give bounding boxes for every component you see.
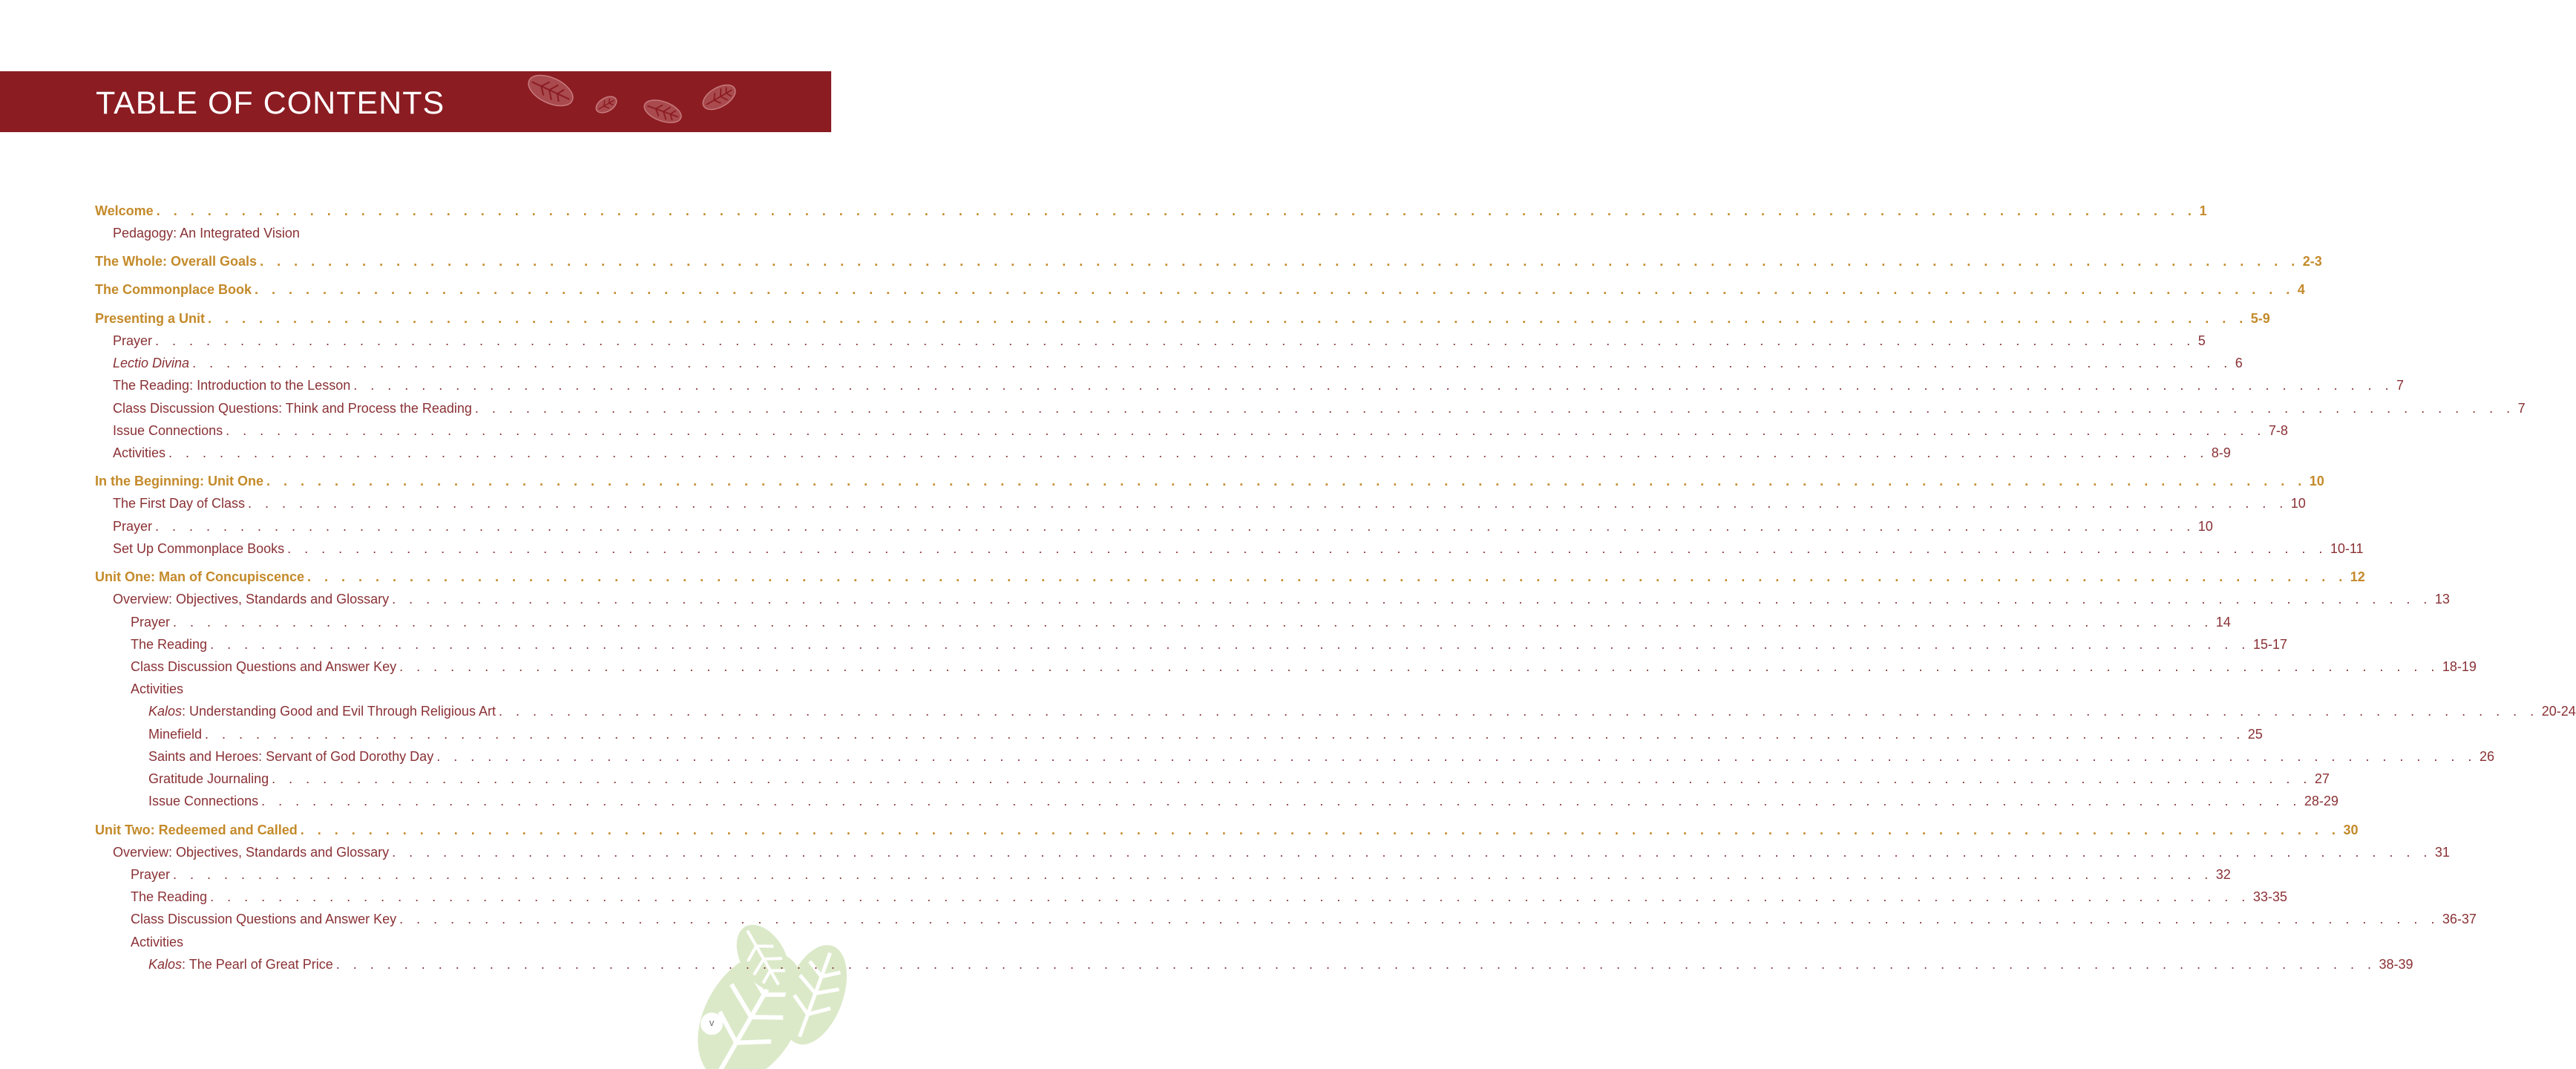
toc-page-number: 26 — [2479, 749, 2494, 764]
toc-entry-label: Activities — [131, 935, 184, 949]
toc-entry-label: Kalos: Understanding Good and Evil Through Religious Art — [148, 704, 496, 719]
toc-entry[interactable] — [113, 330, 2206, 351]
toc-page-number: 10 — [2290, 496, 2306, 511]
toc-page-number: 12 — [2350, 569, 2365, 584]
toc-section-heading[interactable] — [95, 251, 2322, 272]
toc-entry[interactable] — [113, 538, 2364, 559]
toc-entry[interactable] — [113, 442, 2231, 463]
toc-page-number: 1 — [2199, 203, 2207, 218]
dot-leader: . . . . . . . . . . . . . . . . . . . . . . . . . . . . . . . . . . . . . . . . . . . . . . . . . . . . . . . . . . . . . . . . . . . . . . . . . . . . . . . . . . . . . . . . . . . . . . . . . . . . . . . . . . . . . . . . . . . . . . . . — [399, 912, 2439, 926]
dot-leader: . . . . . . . . . . . . . . . . . . . . . . . . . . . . . . . . . . . . . . . . . . . . . . . . . . . . . . . . . . . . . . . . . . . . . . . . . . . . . . . . . . . . . . . . . . . . . . . . . . . . . . . . . . . . . . . . . . . . . . . . — [392, 845, 2432, 860]
toc-entry-label: Activities — [113, 445, 166, 460]
toc-entry-label: Issue Connections — [148, 794, 259, 808]
toc-entry[interactable] — [113, 353, 2243, 373]
dot-leader: . . . . . . . . . . . . . . . . . . . . . . . . . . . . . . . . . . . . . . . . . . . . . . . . . . . . . . . . . . . . . . . . . . . . . . . . . . . . . . . . . . . . . . . . . . . . . . . . . . . . . . . . . . . . . . . . . . . . . . . . — [392, 592, 2432, 607]
toc-page-number: 28-29 — [2304, 794, 2339, 808]
dot-leader: . . . . . . . . . . . . . . . . . . . . . . . . . . . . . . . . . . . . . . . . . . . . . . . . . . . . . . . . . . . . . . . . . . . . . . . . . . . . . . . . . . . . . . . . . . . . . . . . . . . . . . . . . . . . . . . . . . . . . . . . — [208, 311, 2248, 326]
toc-section-heading[interactable] — [95, 471, 2324, 491]
toc-entry[interactable] — [148, 701, 2576, 722]
toc-page-number: 5-9 — [2250, 311, 2270, 326]
toc-page-number: 4 — [2297, 282, 2305, 297]
dot-leader: . . . . . . . . . . . . . . . . . . . . . . . . . . . . . . . . . . . . . . . . . . . . . . . . . . . . . . . . . . . . . . . . . . . . . . . . . . . . . . . . . . . . . . . . . . . . . . . . . . . . . . . . . . . . . . . . . . . . . . . . — [307, 569, 2347, 584]
dot-leader: . . . . . . . . . . . . . . . . . . . . . . . . . . . . . . . . . . . . . . . . . . . . . . . . . . . . . . . . . . . . . . . . . . . . . . . . . . . . . . . . . . . . . . . . . . . . . . . . . . . . . . . . . . . . . . . . . . . . . . . . — [210, 637, 2250, 652]
toc-entry[interactable] — [131, 932, 735, 952]
toc-entry-label: Presenting a Unit — [95, 311, 206, 326]
toc-entry-label: Overview: Objectives, Standards and Glossary — [113, 592, 390, 607]
toc-page-number: 6 — [2235, 356, 2243, 370]
dot-leader: . . . . . . . . . . . . . . . . . . . . . . . . . . . . . . . . . . . . . . . . . . . . . . . . . . . . . . . . . . . . . . . . . . . . . . . . . . . . . . . . . . . . . . . . . . . . . . . . . . . . . . . . . . . . . . . . . . . . . . . . — [255, 282, 2295, 297]
toc-entry-label: The Commonplace Book — [95, 282, 252, 297]
toc-entry-label: Minefield — [148, 727, 203, 742]
toc-entry[interactable] — [131, 612, 2231, 632]
toc-page-number: 18-19 — [2442, 659, 2477, 674]
toc-entry-label: Welcome — [95, 203, 154, 218]
toc-entry-label: Kalos: The Pearl of Great Price — [148, 957, 333, 972]
toc-section-heading[interactable] — [95, 308, 2270, 329]
toc-page-number: 25 — [2247, 727, 2263, 742]
toc-entry[interactable] — [148, 791, 2339, 811]
toc-entry-label: In the Beginning: Unit One — [95, 474, 263, 488]
toc-entry[interactable] — [113, 842, 2450, 863]
toc-entry-label: Prayer — [131, 615, 171, 630]
dot-leader: . . . . . . . . . . . . . . . . . . . . . . . . . . . . . . . . . . . . . . . . . . . . . . . . . . . . . . . . . . . . . . . . . . . . . . . . . . . . . . . . . . . . . . . . . . . . . . . . . . . . . . . . . . . . . . . . . . . . . . . . — [192, 356, 2232, 370]
toc-page-number: 7-8 — [2268, 423, 2288, 438]
toc-page-number: 15-17 — [2252, 637, 2287, 652]
toc-page-number: 20-24 — [2541, 704, 2576, 719]
toc-page-number: 2-3 — [2302, 254, 2322, 269]
dot-leader: . . . . . . . . . . . . . . . . . . . . . . . . . . . . . . . . . . . . . . . . . . . . . . . . . . . . . . . . . . . . . . . . . . . . . . . . . . . . . . . . . . . . . . . . . . . . . . . . . . . . . . . . . . . . . . . . . . . . . . . . — [155, 519, 2195, 534]
toc-page-number: 5 — [2198, 333, 2206, 348]
toc-entry-label: The Whole: Overall Goals — [95, 254, 258, 269]
dot-leader: . . . . . . . . . . . . . . . . . . . . . . . . . . . . . . . . . . . . . . . . . . . . . . . . . . . . . . . . . . . . . . . . . . . . . . . . . . . . . . . . . . . . . . . . . . . . . . . . . . . . . . . . . . . . . . . . . . . . . . . . — [287, 541, 2327, 556]
toc-page-number: 38-39 — [2379, 957, 2413, 972]
toc-entry[interactable] — [113, 420, 2288, 441]
toc-entry[interactable] — [113, 589, 2450, 609]
dot-leader: . . . . . . . . . . . . . . . . . . . . . . . . . . . . . . . . . . . . . . . . . . . . . . . . . . . . . . . . . . . . . . . . . . . . . . . . . . . . . . . . . . . . . . . . . . . . . . . . . . . . . . . . . . . . . . . . . . . . . . . . — [335, 957, 2376, 972]
toc-entry[interactable] — [113, 516, 2213, 537]
toc-entry[interactable] — [131, 679, 735, 699]
page-number: v — [701, 1013, 723, 1035]
toc-entry-label: Prayer — [113, 519, 153, 534]
toc-entry-label: Prayer — [131, 867, 171, 882]
toc-page-number: 10 — [2309, 474, 2324, 488]
toc-entry-label: Pedagogy: An Integrated Vision — [113, 226, 300, 241]
dot-leader: . . . . . . . . . . . . . . . . . . . . . . . . . . . . . . . . . . . . . . . . . . . . . . . . . . . . . . . . . . . . . . . . . . . . . . . . . . . . . . . . . . . . . . . . . . . . . . . . . . . . . . . . . . . . . . . . . . . . . . . . — [248, 496, 2288, 511]
toc-entry-label: The Reading: Introduction to the Lesson — [113, 378, 351, 393]
toc-entry-label: Gratitude Journaling — [148, 771, 269, 786]
dot-leader: . . . . . . . . . . . . . . . . . . . . . . . . . . . . . . . . . . . . . . . . . . . . . . . . . . . . . . . . . . . . . . . . . . . . . . . . . . . . . . . . . . . . . . . . . . . . . . . . . . . . . . . . . . . . . . . . . . . . . . . . — [353, 378, 2393, 393]
toc-page-number: 27 — [2314, 771, 2330, 786]
dot-leader: . . . . . . . . . . . . . . . . . . . . . . . . . . . . . . . . . . . . . . . . . . . . . . . . . . . . . . . . . . . . . . . . . . . . . . . . . . . . . . . . . . . . . . . . . . . . . . . . . . . . . . . . . . . . . . . . . . . . . . . . — [498, 704, 2539, 719]
dot-leader: . . . . . . . . . . . . . . . . . . . . . . . . . . . . . . . . . . . . . . . . . . . . . . . . . . . . . . . . . . . . . . . . . . . . . . . . . . . . . . . . . . . . . . . . . . . . . . . . . . . . . . . . . . . . . . . . . . . . . . . . — [156, 203, 2197, 218]
toc-entry[interactable] — [148, 724, 2263, 745]
toc-page-number: 31 — [2434, 845, 2450, 860]
toc-entry[interactable] — [113, 493, 2306, 514]
toc-section-heading[interactable] — [95, 200, 2207, 221]
dot-leader: . . . . . . . . . . . . . . . . . . . . . . . . . . . . . . . . . . . . . . . . . . . . . . . . . . . . . . . . . . . . . . . . . . . . . . . . . . . . . . . . . . . . . . . . . . . . . . . . . . . . . . . . . . . . . . . . . . . . . . . . — [272, 771, 2312, 786]
dot-leader: . . . . . . . . . . . . . . . . . . . . . . . . . . . . . . . . . . . . . . . . . . . . . . . . . . . . . . . . . . . . . . . . . . . . . . . . . . . . . . . . . . . . . . . . . . . . . . . . . . . . . . . . . . . . . . . . . . . . . . . . — [210, 889, 2250, 904]
toc-page-number: 30 — [2343, 823, 2359, 837]
toc-page-number: 33-35 — [2252, 889, 2287, 904]
toc-entry-label: The Reading — [131, 889, 208, 904]
dot-leader: . . . . . . . . . . . . . . . . . . . . . . . . . . . . . . . . . . . . . . . . . . . . . . . . . . . . . . . . . . . . . . . . . . . . . . . . . . . . . . . . . . . . . . . . . . . . . . . . . . . . . . . . . . . . . . . . . . . . . . . . — [261, 794, 2301, 808]
dot-leader: . . . . . . . . . . . . . . . . . . . . . . . . . . . . . . . . . . . . . . . . . . . . . . . . . . . . . . . . . . . . . . . . . . . . . . . . . . . . . . . . . . . . . . . . . . . . . . . . . . . . . . . . . . . . . . . . . . . . . . . . — [168, 445, 2209, 460]
toc-page-number: 8-9 — [2211, 445, 2231, 460]
page-title: TABLE OF CONTENTS — [96, 85, 445, 121]
dot-leader: . . . . . . . . . . . . . . . . . . . . . . . . . . . . . . . . . . . . . . . . . . . . . . . . . . . . . . . . . . . . . . . . . . . . . . . . . . . . . . . . . . . . . . . . . . . . . . . . . . . . . . . . . . . . . . . . . . . . . . . . — [266, 474, 2307, 488]
toc-entry-label: Class Discussion Questions and Answer Key — [131, 659, 397, 674]
toc-entry-label: Unit Two: Redeemed and Called — [95, 823, 298, 837]
toc-entry[interactable] — [113, 398, 2526, 419]
toc-section-heading[interactable] — [95, 279, 2305, 300]
toc-entry[interactable] — [131, 909, 2477, 929]
toc-entry-label: Issue Connections — [113, 423, 223, 438]
toc-entry[interactable] — [148, 746, 2494, 767]
dot-leader: . . . . . . . . . . . . . . . . . . . . . . . . . . . . . . . . . . . . . . . . . . . . . . . . . . . . . . . . . . . . . . . . . . . . . . . . . . . . . . . . . . . . . . . . . . . . . . . . . . . . . . . . . . . . . . . . . . . . . . . . — [173, 867, 2213, 882]
toc-entry[interactable] — [148, 954, 2413, 975]
toc-entry-label: Class Discussion Questions: Think and Process the Reading — [113, 401, 472, 416]
dot-leader: . . . . . . . . . . . . . . . . . . . . . . . . . . . . . . . . . . . . . . . . . . . . . . . . . . . . . . . . . . . . . . . . . . . . . . . . . . . . . . . . . . . . . . . . . . . . . . . . . . . . . . . . . . . . . . . . . . . . . . . . — [260, 254, 2300, 269]
toc-page-number: 7 — [2396, 378, 2404, 393]
toc-entry[interactable] — [131, 634, 2287, 655]
toc-page-number: 7 — [2517, 401, 2526, 416]
toc-entry[interactable] — [113, 375, 2404, 396]
toc-entry[interactable] — [148, 768, 2330, 789]
toc-entry-label: Prayer — [113, 333, 153, 348]
toc-entry-label: The Reading — [131, 637, 208, 652]
toc-entry[interactable] — [131, 886, 2287, 907]
toc-page-number: 13 — [2434, 592, 2450, 607]
toc-entry-label: The First Day of Class — [113, 496, 246, 511]
toc-section-heading[interactable] — [95, 566, 2365, 587]
dot-leader: . . . . . . . . . . . . . . . . . . . . . . . . . . . . . . . . . . . . . . . . . . . . . . . . . . . . . . . . . . . . . . . . . . . . . . . . . . . . . . . . . . . . . . . . . . . . . . . . . . . . . . . . . . . . . . . . . . . . . . . . — [155, 333, 2195, 348]
toc-entry[interactable] — [113, 223, 735, 243]
toc-entry-label: Lectio Divina — [113, 356, 190, 370]
dot-leader: . . . . . . . . . . . . . . . . . . . . . . . . . . . . . . . . . . . . . . . . . . . . . . . . . . . . . . . . . . . . . . . . . . . . . . . . . . . . . . . . . . . . . . . . . . . . . . . . . . . . . . . . . . . . . . . . . . . . . . . . — [300, 823, 2341, 837]
toc-entry[interactable] — [131, 656, 2477, 677]
toc-entry[interactable] — [131, 864, 2231, 885]
toc-entry-label: Set Up Commonplace Books — [113, 541, 285, 556]
dot-leader: . . . . . . . . . . . . . . . . . . . . . . . . . . . . . . . . . . . . . . . . . . . . . . . . . . . . . . . . . . . . . . . . . . . . . . . . . . . . . . . . . . . . . . . . . . . . . . . . . . . . . . . . . . . . . . . . . . . . . . . . — [226, 423, 2266, 438]
dot-leader: . . . . . . . . . . . . . . . . . . . . . . . . . . . . . . . . . . . . . . . . . . . . . . . . . . . . . . . . . . . . . . . . . . . . . . . . . . . . . . . . . . . . . . . . . . . . . . . . . . . . . . . . . . . . . . . . . . . . . . . . — [436, 749, 2477, 764]
toc-page-number: 10 — [2198, 519, 2213, 534]
toc-entry-label: Activities — [131, 681, 184, 696]
toc-page-number: 32 — [2215, 867, 2231, 882]
toc-entry-label: Class Discussion Questions and Answer Key — [131, 912, 397, 926]
toc-section-heading[interactable] — [95, 820, 2359, 840]
dot-leader: . . . . . . . . . . . . . . . . . . . . . . . . . . . . . . . . . . . . . . . . . . . . . . . . . . . . . . . . . . . . . . . . . . . . . . . . . . . . . . . . . . . . . . . . . . . . . . . . . . . . . . . . . . . . . . . . . . . . . . . . — [205, 727, 2245, 742]
toc-entry-label: Unit One: Man of Concupiscence — [95, 569, 305, 584]
toc-page-number: 36-37 — [2442, 912, 2477, 926]
toc-entry-label: Saints and Heroes: Servant of God Dorothy Day — [148, 749, 434, 764]
dot-leader: . . . . . . . . . . . . . . . . . . . . . . . . . . . . . . . . . . . . . . . . . . . . . . . . . . . . . . . . . . . . . . . . . . . . . . . . . . . . . . . . . . . . . . . . . . . . . . . . . . . . . . . . . . . . . . . . . . . . . . . . — [173, 615, 2213, 630]
toc-entry-label: Overview: Objectives, Standards and Glossary — [113, 845, 390, 860]
toc-page-number: 10-11 — [2330, 541, 2364, 556]
toc-page-number: 14 — [2215, 615, 2231, 630]
dot-leader: . . . . . . . . . . . . . . . . . . . . . . . . . . . . . . . . . . . . . . . . . . . . . . . . . . . . . . . . . . . . . . . . . . . . . . . . . . . . . . . . . . . . . . . . . . . . . . . . . . . . . . . . . . . . . . . . . . . . . . . . — [474, 401, 2515, 416]
dot-leader: . . . . . . . . . . . . . . . . . . . . . . . . . . . . . . . . . . . . . . . . . . . . . . . . . . . . . . . . . . . . . . . . . . . . . . . . . . . . . . . . . . . . . . . . . . . . . . . . . . . . . . . . . . . . . . . . . . . . . . . . — [399, 659, 2439, 674]
